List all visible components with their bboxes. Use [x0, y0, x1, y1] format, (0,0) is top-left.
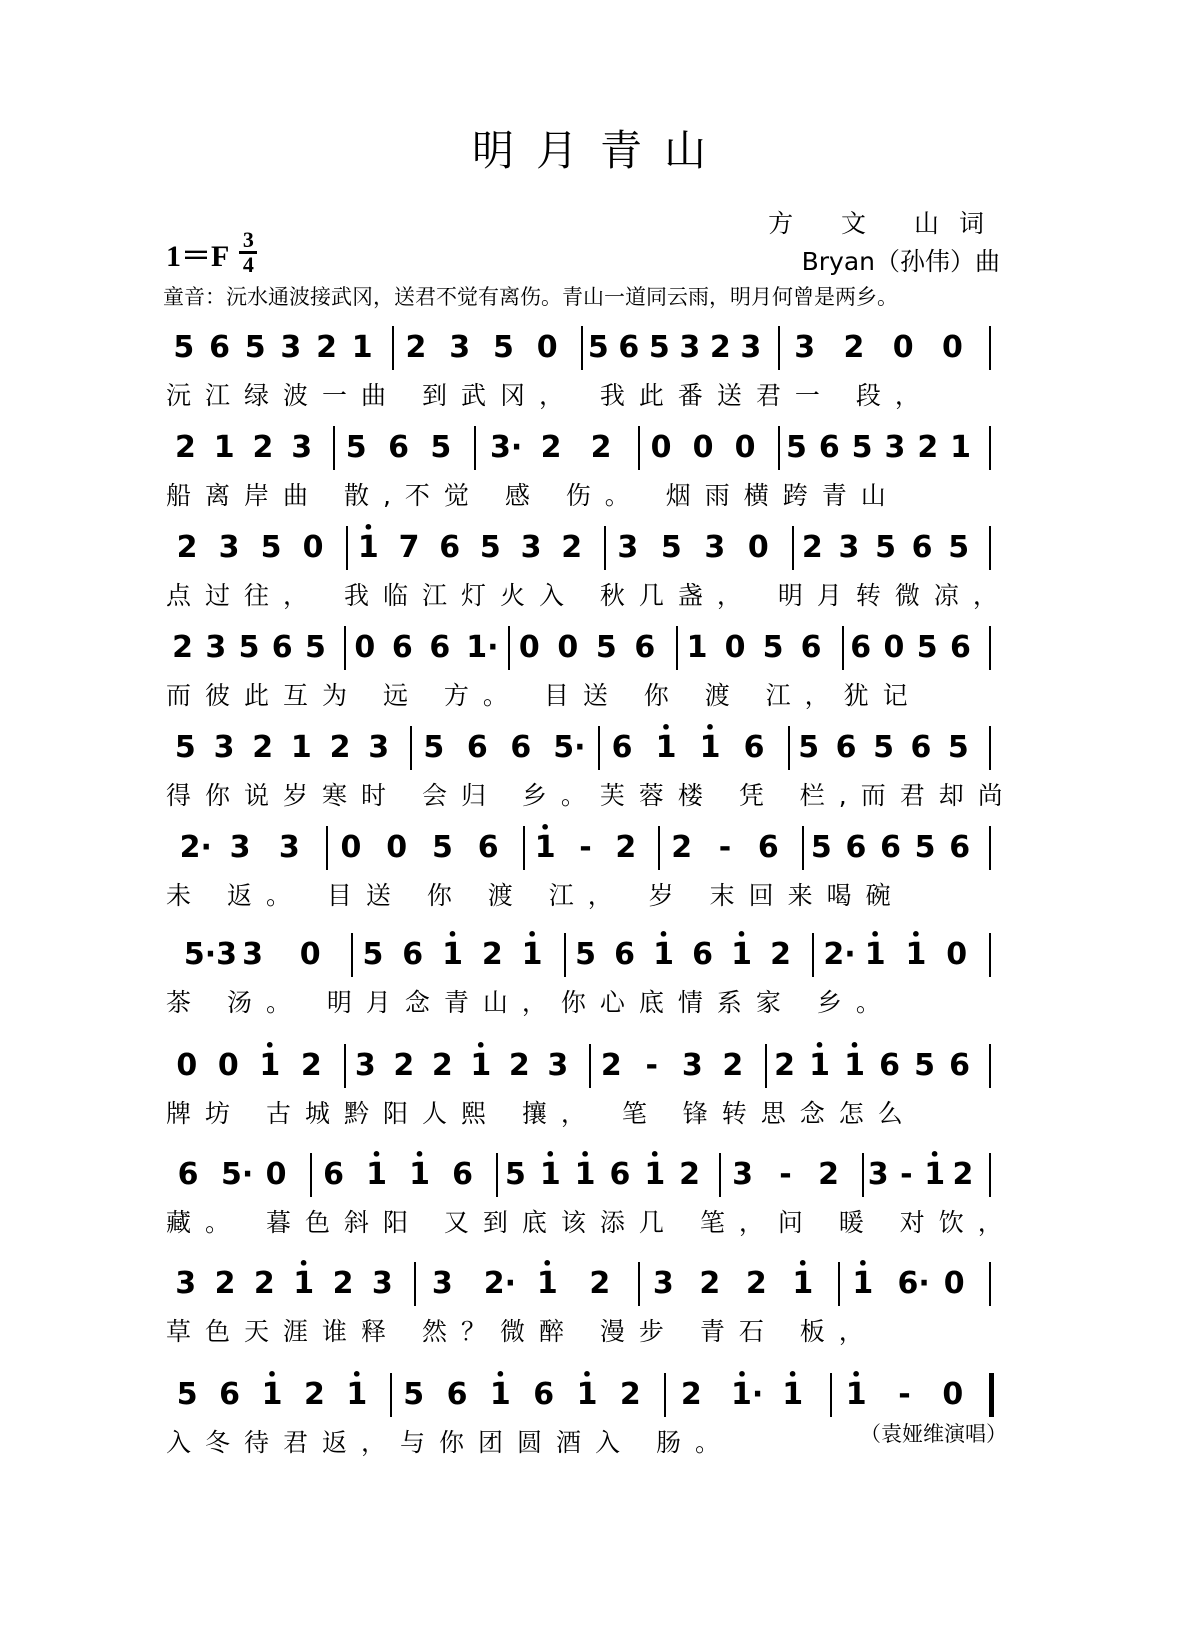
note: 6	[634, 630, 656, 665]
time-signature	[239, 227, 257, 277]
note: 5	[587, 330, 609, 365]
lyric-line: 藏。 暮色斜阳 又到底该添几 笔，问 暖 对饮，	[166, 1208, 1017, 1237]
note: • 1	[357, 530, 379, 566]
note: 0	[943, 1266, 965, 1301]
note: 6	[614, 937, 635, 972]
barline	[581, 326, 583, 370]
note: • 1	[259, 1048, 281, 1084]
barline	[792, 526, 794, 570]
note: 2·	[179, 830, 212, 865]
barline	[523, 826, 525, 870]
barline	[989, 726, 991, 770]
note: 5	[873, 730, 894, 765]
note: • 1	[366, 1157, 388, 1193]
note: 5	[875, 530, 896, 565]
barline	[414, 1262, 416, 1306]
note: 5·3	[183, 937, 237, 972]
note: 5	[914, 830, 936, 865]
note: 6	[391, 630, 413, 665]
note: • 1	[293, 1266, 315, 1302]
note: 5	[479, 530, 501, 565]
barline	[989, 426, 991, 470]
note: 2	[393, 1048, 415, 1083]
note-line	[166, 530, 1006, 570]
note: 6	[533, 1377, 555, 1412]
note: 5	[948, 530, 970, 565]
note: -	[779, 1157, 792, 1192]
note: 3	[732, 1157, 753, 1192]
note-line	[166, 830, 1006, 870]
note: 3	[794, 330, 816, 365]
note: 5·	[553, 730, 586, 765]
note: 6	[880, 830, 901, 865]
barline	[474, 426, 476, 470]
barline	[564, 933, 566, 977]
barline	[778, 426, 780, 470]
note: 5	[362, 937, 384, 972]
note: 3	[368, 730, 390, 765]
note: 2·	[823, 937, 856, 972]
note: 2·	[483, 1266, 517, 1301]
note: 5	[762, 630, 784, 665]
note: • 1	[261, 1377, 283, 1413]
note: 2	[176, 530, 198, 565]
note: 2	[699, 1266, 721, 1301]
note: • 1	[653, 937, 675, 973]
barline	[508, 626, 510, 670]
note: 6·	[897, 1266, 930, 1301]
barline	[838, 1262, 840, 1306]
score-row	[166, 937, 1006, 1027]
time-signature-top: 3	[242, 227, 254, 252]
score-row	[166, 530, 1012, 620]
barline	[604, 526, 606, 570]
score-row	[166, 730, 1017, 820]
note: 3	[291, 430, 313, 465]
note: 6	[388, 430, 409, 465]
page-title: 明月青山	[471, 126, 728, 175]
note: 6	[323, 1157, 344, 1192]
note: 2	[590, 430, 612, 465]
note: 5	[304, 630, 326, 665]
lyric-line: 得你说岁寒时 会归 乡。芙蓉楼 凭 栏,而君却尚	[166, 781, 1017, 810]
note: 3	[280, 330, 302, 365]
barline	[638, 426, 640, 470]
note: 6	[618, 330, 640, 365]
note: 5	[431, 830, 453, 865]
barline	[392, 326, 394, 370]
note: 2	[431, 1048, 453, 1083]
key-label: 1＝F	[166, 239, 230, 273]
note: 6	[219, 1377, 241, 1412]
note: 6	[910, 730, 932, 765]
note: 2	[252, 430, 274, 465]
barline	[830, 1373, 832, 1417]
note: 2	[174, 430, 196, 465]
note: 6	[402, 937, 424, 972]
note: 3	[371, 1266, 393, 1301]
barline	[989, 326, 991, 370]
note: 0	[299, 937, 321, 972]
note-line	[166, 730, 1006, 770]
note: 3	[175, 1266, 197, 1301]
note: 5	[916, 630, 938, 665]
note: 5	[174, 730, 196, 765]
note: 6	[466, 730, 488, 765]
note: 6	[835, 730, 857, 765]
note-line	[166, 330, 1006, 370]
note: 3	[213, 730, 235, 765]
barline	[638, 1262, 640, 1306]
note: 3	[431, 1266, 453, 1301]
note: 2	[619, 1377, 641, 1412]
note: 3	[652, 1266, 674, 1301]
note: 2	[253, 1266, 275, 1301]
note: 5	[851, 430, 873, 465]
barline	[778, 326, 780, 370]
note: 6	[177, 1157, 199, 1192]
note: 6	[477, 830, 499, 865]
note: 0	[518, 630, 540, 665]
note-line	[166, 1048, 1006, 1088]
note: 6	[209, 330, 230, 365]
barline	[676, 626, 678, 670]
barline	[410, 726, 412, 770]
note: 1	[351, 330, 373, 365]
note: 5	[244, 330, 266, 365]
note: 0	[942, 1377, 964, 1412]
note-line	[166, 937, 1006, 977]
barline	[842, 626, 844, 670]
note: • 1	[845, 1377, 867, 1413]
note: 5	[176, 1377, 198, 1412]
time-signature-bottom: 4	[242, 252, 254, 277]
lyric-line: 点过往， 我临江灯火入 秋几盏， 明月转微凉，	[166, 581, 1012, 610]
note: 0	[734, 430, 756, 465]
barline	[788, 726, 790, 770]
barline	[351, 933, 353, 977]
lyric-line: 而彼此互为 远 方。 目送 你 渡 江，犹记	[166, 681, 922, 710]
note: • 1	[852, 1266, 874, 1302]
note: 5	[810, 830, 832, 865]
note: 2	[561, 530, 583, 565]
note: 3	[242, 937, 263, 972]
note: 0	[941, 330, 963, 365]
note: 6	[439, 530, 461, 565]
note: • 1	[699, 730, 721, 766]
note: 0	[386, 830, 408, 865]
singer-credit: （袁娅维演唱）	[860, 1422, 1007, 1446]
note: • 1	[534, 830, 556, 866]
barline	[989, 933, 991, 977]
note: 0	[557, 630, 579, 665]
note: -	[718, 830, 732, 865]
note: 0	[536, 330, 558, 365]
lyric-line: 入冬待君返，与你团圆酒入 肠。	[166, 1428, 734, 1457]
note: 2	[508, 1048, 530, 1083]
note: • 1	[792, 1266, 814, 1302]
note: 5	[648, 330, 670, 365]
note-line	[166, 430, 1006, 470]
note: 2	[745, 1266, 767, 1301]
note: 2	[252, 730, 274, 765]
note: 7	[398, 530, 420, 565]
barline	[989, 1373, 994, 1417]
note: 5	[430, 430, 452, 465]
score-row	[166, 330, 1006, 420]
note: -	[579, 830, 592, 865]
note: 3	[681, 1048, 703, 1083]
note: 0	[302, 530, 324, 565]
lyric-line: 牌坊 古城黔阳人熙 攘， 笔 锋转思念怎么	[166, 1099, 917, 1128]
note: 6	[850, 630, 872, 665]
note: 3	[278, 830, 300, 865]
barline	[326, 826, 328, 870]
score-row	[166, 1157, 1017, 1247]
note: • 1	[576, 1377, 598, 1413]
barline	[989, 626, 991, 670]
note: • 1	[409, 1157, 431, 1193]
note: 1	[213, 430, 235, 465]
note: 2	[917, 430, 939, 465]
note: 2	[722, 1048, 744, 1083]
note: 2	[680, 1377, 702, 1412]
note: 0	[892, 330, 914, 365]
note-line	[166, 630, 1006, 670]
note: 3	[205, 630, 227, 665]
note: 6	[845, 830, 867, 865]
note: 0	[176, 1048, 198, 1083]
note: 6	[743, 730, 765, 765]
note: 5	[173, 330, 195, 365]
note: 3	[617, 530, 639, 565]
note: • 1	[536, 1266, 558, 1302]
note: • 1	[864, 937, 886, 973]
note: 5	[798, 730, 820, 765]
note: 3	[838, 530, 860, 565]
note: • 1	[470, 1048, 492, 1084]
note: 2	[589, 1266, 611, 1301]
note: 5	[403, 1377, 425, 1412]
note: 6	[609, 1157, 631, 1192]
note: • 1	[844, 1048, 866, 1084]
note: 3	[229, 830, 251, 865]
note: 2	[671, 830, 693, 865]
barline	[333, 426, 335, 470]
note: • 1	[782, 1377, 804, 1413]
note: 2	[615, 830, 637, 865]
note: 2	[316, 330, 337, 365]
barline	[989, 826, 991, 870]
note: 6	[818, 430, 840, 465]
note: • 1	[489, 1377, 511, 1413]
note: 5·	[221, 1157, 254, 1192]
barline	[989, 1044, 991, 1088]
note: • 1	[809, 1048, 831, 1084]
note: 1	[950, 430, 972, 465]
note: 2	[952, 1157, 974, 1192]
note: 5	[345, 430, 367, 465]
note: 2	[774, 1048, 795, 1083]
barline	[719, 1153, 721, 1197]
barline	[598, 726, 600, 770]
note: 2	[540, 430, 562, 465]
note: 6	[949, 1048, 970, 1083]
note: 6	[879, 1048, 900, 1083]
note: 0	[724, 630, 746, 665]
note: 2	[600, 1048, 622, 1083]
score-row	[166, 1048, 1006, 1138]
note: 3	[547, 1048, 569, 1083]
note: 5	[492, 330, 514, 365]
barline	[589, 1044, 591, 1088]
note: 5	[504, 1157, 526, 1192]
score-row	[166, 430, 1006, 520]
note: 0	[946, 937, 968, 972]
note: 2	[332, 1266, 354, 1301]
note: • 1	[655, 730, 677, 766]
note: 6	[692, 937, 713, 972]
note: 1	[290, 730, 312, 765]
note: • 1	[574, 1157, 596, 1193]
note-line	[166, 1157, 1006, 1197]
lyric-line: 草色天涯谁释 然？微醉 漫步 青石 板，	[166, 1317, 878, 1346]
note: 6	[911, 530, 933, 565]
note: 3	[884, 430, 906, 465]
note: 2	[300, 1048, 322, 1083]
prelude-lyric: 童音：沅水通波接武冈，送君不觉有离伤。青山一道同云雨，明月何曾是两乡。	[163, 285, 898, 309]
note: 2	[801, 530, 823, 565]
note: 2	[172, 630, 194, 665]
note: 3·	[490, 430, 523, 465]
note: 0	[265, 1157, 287, 1192]
note: 5	[947, 730, 969, 765]
note: 3	[740, 330, 762, 365]
note: -	[900, 1157, 913, 1192]
note: 2	[679, 1157, 701, 1192]
note: 6	[757, 830, 779, 865]
note: 1·	[466, 630, 499, 665]
note: 6	[271, 630, 293, 665]
note: • 1	[924, 1157, 946, 1193]
barline	[989, 1153, 991, 1197]
note: • 1	[442, 937, 464, 973]
barline	[664, 1373, 666, 1417]
note: 3	[354, 1048, 376, 1083]
note: 6	[446, 1377, 468, 1412]
note: 0	[340, 830, 362, 865]
score-row	[166, 1266, 1006, 1356]
note: • 1	[905, 937, 927, 973]
note: 2	[303, 1377, 325, 1412]
note: • 1	[346, 1377, 368, 1413]
note: 2	[818, 1157, 839, 1192]
note: 6	[611, 730, 633, 765]
note: • 1	[644, 1157, 666, 1193]
note: • 1	[539, 1157, 561, 1193]
barline	[390, 1373, 392, 1417]
note: 5	[785, 430, 807, 465]
note: 2	[214, 1266, 236, 1301]
note: 3	[704, 530, 726, 565]
note: 0	[747, 530, 769, 565]
note: 0	[883, 630, 905, 665]
note: 6	[949, 830, 971, 865]
note: 3	[449, 330, 471, 365]
note: 2	[770, 937, 791, 972]
note: 3	[867, 1157, 889, 1192]
note: 0	[354, 630, 376, 665]
barline	[765, 1044, 767, 1088]
barline	[812, 933, 814, 977]
barline	[658, 826, 660, 870]
note: 5	[595, 630, 617, 665]
note: 6	[800, 630, 822, 665]
note: 6	[429, 630, 451, 665]
lyric-line: 未 返。 目送 你 渡 江， 岁 末回来喝碗	[166, 881, 905, 910]
note: 3	[520, 530, 542, 565]
note-line	[166, 1377, 1006, 1417]
note: 5	[260, 530, 282, 565]
note: 5	[238, 630, 260, 665]
note: • 1	[521, 937, 543, 973]
barline	[346, 526, 348, 570]
lyric-line: 沅江绿波一曲 到武冈， 我此番送君一 段，	[166, 381, 934, 410]
note: • 1	[731, 937, 753, 973]
barline	[310, 1153, 312, 1197]
note: 2	[709, 330, 731, 365]
note: 0	[692, 430, 714, 465]
note: 1	[686, 630, 708, 665]
score-row	[166, 630, 1006, 720]
lyricist-credit: 方 文 山词	[768, 209, 1004, 238]
note: 6	[510, 730, 532, 765]
barline	[989, 526, 991, 570]
lyric-line: 茶 汤。 明月念青山，你心底情系家 乡。	[166, 988, 895, 1017]
note: 3	[218, 530, 240, 565]
note: 5	[423, 730, 445, 765]
note: 6	[949, 630, 971, 665]
note: 5	[575, 937, 596, 972]
note-line	[166, 1266, 1006, 1306]
note: 2	[481, 937, 503, 972]
barline	[989, 1262, 991, 1306]
score-row	[166, 830, 1006, 920]
barline	[344, 626, 346, 670]
lyric-line: 船离岸曲 散,不觉 感 伤。 烟雨横跨青山	[166, 481, 900, 510]
barline	[344, 1044, 346, 1088]
composer-credit: Bryan（孙伟）曲	[801, 247, 1000, 276]
note: -	[645, 1048, 658, 1083]
barline	[802, 826, 804, 870]
note: 5	[660, 530, 682, 565]
credits	[768, 205, 1004, 281]
note: 2	[405, 330, 427, 365]
note: • 1·	[731, 1377, 753, 1413]
note: 5	[914, 1048, 935, 1083]
note: 0	[217, 1048, 239, 1083]
key-signature	[166, 227, 257, 277]
barline	[862, 1153, 864, 1197]
note: 3	[679, 330, 701, 365]
note: 2	[843, 330, 865, 365]
note: -	[898, 1377, 911, 1412]
note: 0	[650, 430, 672, 465]
note: 6	[452, 1157, 473, 1192]
barline	[496, 1153, 498, 1197]
note: 2	[329, 730, 351, 765]
